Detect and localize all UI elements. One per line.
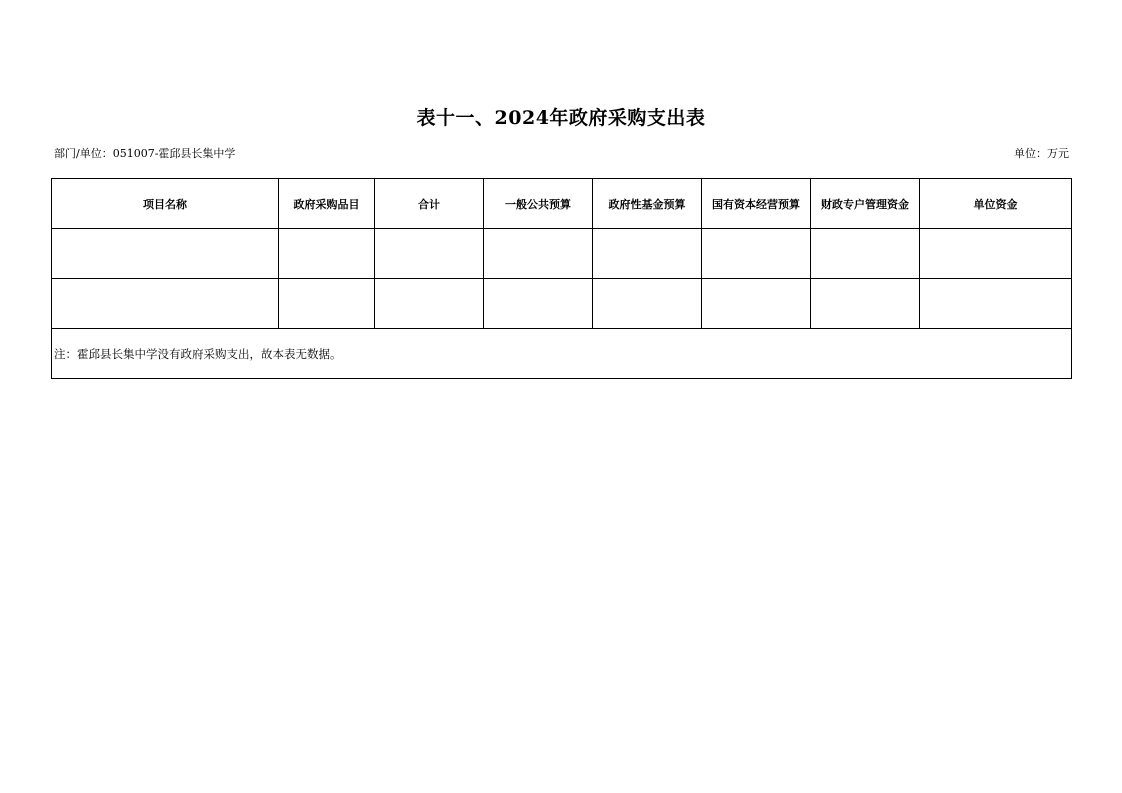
table-cell — [702, 279, 811, 329]
col-header-procurement-item: 政府采购品目 — [279, 179, 375, 229]
table-cell — [375, 279, 484, 329]
col-header-state-capital-budget: 国有资本经营预算 — [702, 179, 811, 229]
table-cell — [920, 279, 1072, 329]
col-header-project-name: 项目名称 — [52, 179, 279, 229]
table-header-row — [52, 179, 1072, 229]
table-cell — [702, 229, 811, 279]
table-row — [52, 279, 1072, 329]
table-cell — [279, 279, 375, 329]
table-cell — [811, 279, 920, 329]
col-header-unit-funds: 单位资金 — [920, 179, 1072, 229]
table-cell — [375, 229, 484, 279]
col-header-fund-budget: 政府性基金预算 — [593, 179, 702, 229]
table-cell — [52, 229, 279, 279]
table-cell — [279, 229, 375, 279]
table-cell — [593, 229, 702, 279]
table-cell — [484, 229, 593, 279]
table-note-row — [52, 329, 1072, 379]
table-row — [52, 229, 1072, 279]
table-cell — [811, 229, 920, 279]
page-title: 表十一、2024年政府采购支出表 — [416, 107, 706, 129]
table-cell — [593, 279, 702, 329]
department-label: 部门/单位：051007-霍邱县长集中学 — [54, 147, 236, 160]
table-note: 注：霍邱县长集中学没有政府采购支出，故本表无数据。 — [52, 329, 1072, 379]
col-header-general-budget: 一般公共预算 — [484, 179, 593, 229]
col-header-special-account-funds: 财政专户管理资金 — [811, 179, 920, 229]
col-header-total: 合计 — [375, 179, 484, 229]
table-cell — [920, 229, 1072, 279]
table-cell — [52, 279, 279, 329]
unit-label: 单位：万元 — [1014, 147, 1069, 160]
procurement-table — [51, 178, 1072, 379]
table-cell — [484, 279, 593, 329]
